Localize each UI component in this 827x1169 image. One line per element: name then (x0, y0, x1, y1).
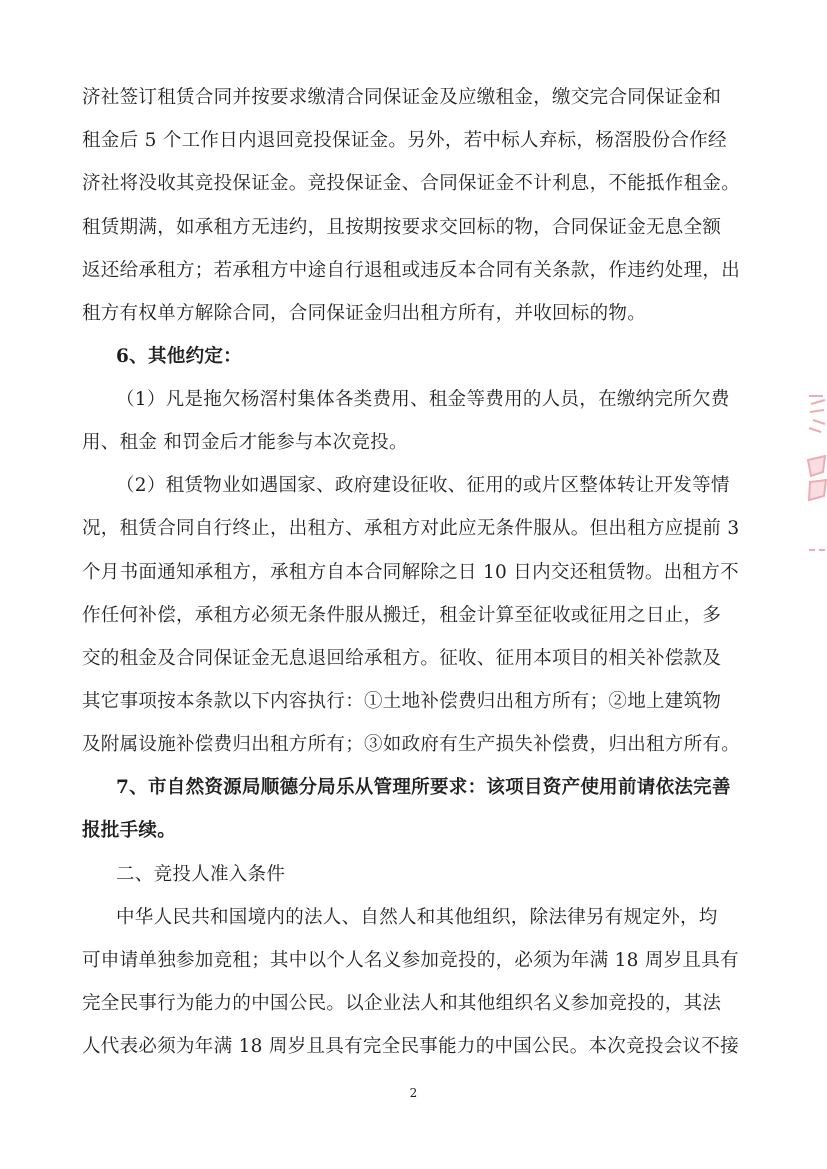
text-line: 报批手续。 (82, 820, 177, 841)
text-line: 人代表必须为年满 18 周岁且具有完全民事能力的中国公民。本次竞投会议不接 (82, 1036, 739, 1057)
text-line: 租金后 5 个工作日内退回竞投保证金。另外，若中标人弃标，杨滘股份合作经 (82, 130, 727, 151)
text-line: 济社将没收其竞投保证金。竞投保证金、合同保证金不计利息，不能抵作租金。 (82, 173, 741, 194)
seal-stamp-fragment (805, 390, 827, 436)
text-line: 租方有权单方解除合同，合同保证金归出租方所有，并收回标的物。 (82, 303, 647, 324)
text-line: （1）凡是拖欠杨滘村集体各类费用、租金等费用的人员，在缴纳完所欠费 (116, 389, 730, 410)
text-line: 中华人民共和国境内的法人、自然人和其他组织，除法律另有规定外，均 (116, 907, 718, 928)
text-line: 租赁期满，如承租方无违约，且按期按要求交回标的物，合同保证金无息全额 (82, 217, 722, 238)
seal-stamp-fragment (805, 452, 827, 510)
text-line: 可申请单独参加竞租；其中以个人名义参加竞投的，必须为年满 18 周岁且具有 (82, 950, 739, 971)
section-heading: 二、竞投人准入条件 (116, 864, 286, 885)
text-line: （2）租赁物业如遇国家、政府建设征收、征用的或片区整体转让开发等情 (116, 475, 730, 496)
section-heading: 6、其他约定： (116, 346, 242, 367)
text-line: 用、租金 和罚金后才能参与本次竞投。 (82, 432, 408, 453)
text-line: 作任何补偿，承租方必须无条件服从搬迁，租金计算至征收或征用之日止，多 (82, 605, 722, 626)
text-line: 返还给承租方；若承租方中途自行退租或违反本合同有关条款，作违约处理，出 (82, 260, 741, 281)
seal-stamp-fragment (805, 540, 827, 560)
text-line: 济社签订租赁合同并按要求缴清合同保证金及应缴租金，缴交完合同保证金和 (82, 87, 722, 108)
text-line: 其它事项按本条款以下内容执行：①土地补偿费归出租方所有；②地上建筑物 (82, 691, 722, 712)
text-line: 交的租金及合同保证金无息退回给承租方。征收、征用本项目的相关补偿款及 (82, 648, 722, 669)
text-line: 及附属设施补偿费归出租方所有；③如政府有生产损失补偿费，归出租方所有。 (82, 734, 741, 755)
text-line: 完全民事行为能力的中国公民。以企业法人和其他组织名义参加竞投的，其法 (82, 993, 722, 1014)
page-number: 2 (409, 1086, 418, 1100)
section-heading: 7、市自然资源局顺德分局乐从管理所要求：该项目资产使用前请依法完善 (116, 777, 731, 798)
text-line: 个月书面通知承租方，承租方自本合同解除之日 10 日内交还租赁物。出租方不 (82, 562, 739, 583)
text-line: 况，租赁合同自行终止，出租方、承租方对此应无条件服从。但出租方应提前 3 (82, 518, 740, 539)
